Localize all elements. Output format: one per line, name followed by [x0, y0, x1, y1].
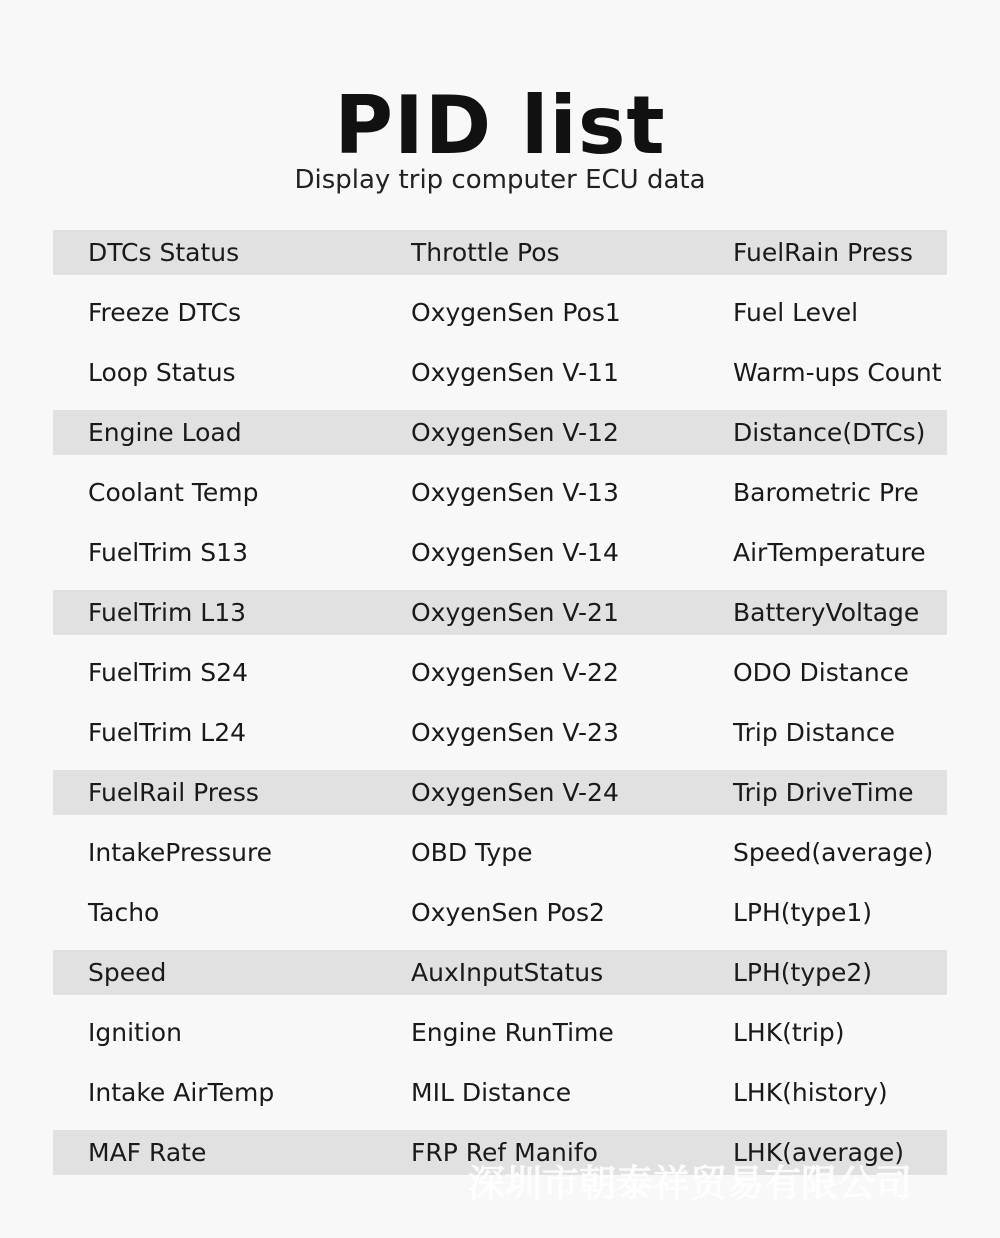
table-cell: OxygenSen V-23 [411, 718, 619, 747]
page-title: PID list [334, 79, 666, 172]
table-cell: LHK(history) [733, 1078, 888, 1107]
table-row [53, 290, 947, 335]
table-cell: IntakePressure [88, 838, 273, 867]
watermark-text: 深圳市朝泰祥贸易有限公司 [468, 1162, 912, 1205]
table-cell: Engine RunTime [411, 1018, 614, 1047]
table-cell: OxyenSen Pos2 [411, 898, 605, 927]
table-row [53, 710, 947, 755]
table-cell: OxygenSen V-21 [411, 598, 619, 627]
table-cell: FuelTrim S13 [88, 538, 248, 567]
table-row [53, 1010, 947, 1055]
table-cell: Engine Load [88, 418, 242, 447]
table-cell: Speed [88, 958, 167, 987]
table-row [53, 830, 947, 875]
table-cell: Warm-ups Count [733, 358, 942, 387]
table-cell: FuelTrim L13 [88, 598, 247, 627]
table-cell: BatteryVoltage [733, 598, 920, 627]
table-cell: LPH(type1) [733, 898, 873, 927]
table-cell: LHK(average) [733, 1138, 904, 1167]
table-row [53, 410, 947, 455]
pid-table [53, 230, 947, 1190]
table-row [53, 470, 947, 515]
table-cell: FuelRail Press [88, 778, 259, 807]
table-cell: OxygenSen Pos1 [411, 298, 621, 327]
table-cell: Throttle Pos [411, 238, 560, 267]
table-cell: OxygenSen V-12 [411, 418, 619, 447]
table-cell: OxygenSen V-24 [411, 778, 619, 807]
table-row [53, 530, 947, 575]
page-subtitle: Display trip computer ECU data [294, 165, 706, 195]
table-cell: Loop Status [88, 358, 236, 387]
table-cell: Barometric Pre [733, 478, 919, 507]
table-cell: Trip Distance [733, 718, 895, 747]
table-row [53, 350, 947, 395]
table-cell: LPH(type2) [733, 958, 873, 987]
table-cell: FuelTrim S24 [88, 658, 248, 687]
table-cell: DTCs Status [88, 238, 240, 267]
table-cell: OxygenSen V-22 [411, 658, 619, 687]
table-row [53, 890, 947, 935]
table-cell: Speed(average) [733, 838, 934, 867]
table-cell: Tacho [88, 898, 160, 927]
table-row [53, 770, 947, 815]
table-cell: OxygenSen V-14 [411, 538, 619, 567]
table-row [53, 650, 947, 695]
table-cell: Ignition [88, 1018, 182, 1047]
table-cell: ODO Distance [733, 658, 909, 687]
table-cell: FRP Ref Manifo [411, 1138, 598, 1167]
table-cell: AuxInputStatus [411, 958, 604, 987]
table-cell: FuelRain Press [733, 238, 913, 267]
table-row [53, 1070, 947, 1115]
table-row [53, 590, 947, 635]
table-cell: FuelTrim L24 [88, 718, 247, 747]
table-cell: MIL Distance [411, 1078, 572, 1107]
table-cell: OxygenSen V-11 [411, 358, 619, 387]
table-cell: MAF Rate [88, 1138, 207, 1167]
table-cell: OxygenSen V-13 [411, 478, 619, 507]
table-cell: Trip DriveTime [733, 778, 914, 807]
table-cell: Freeze DTCs [88, 298, 242, 327]
table-cell: LHK(trip) [733, 1018, 845, 1047]
table-cell: Fuel Level [733, 298, 859, 327]
table-row [53, 230, 947, 275]
table-cell: Coolant Temp [88, 478, 259, 507]
table-cell: AirTemperature [733, 538, 926, 567]
table-cell: OBD Type [411, 838, 533, 867]
table-cell: Intake AirTemp [88, 1078, 275, 1107]
table-cell: Distance(DTCs) [733, 418, 926, 447]
table-row [53, 950, 947, 995]
